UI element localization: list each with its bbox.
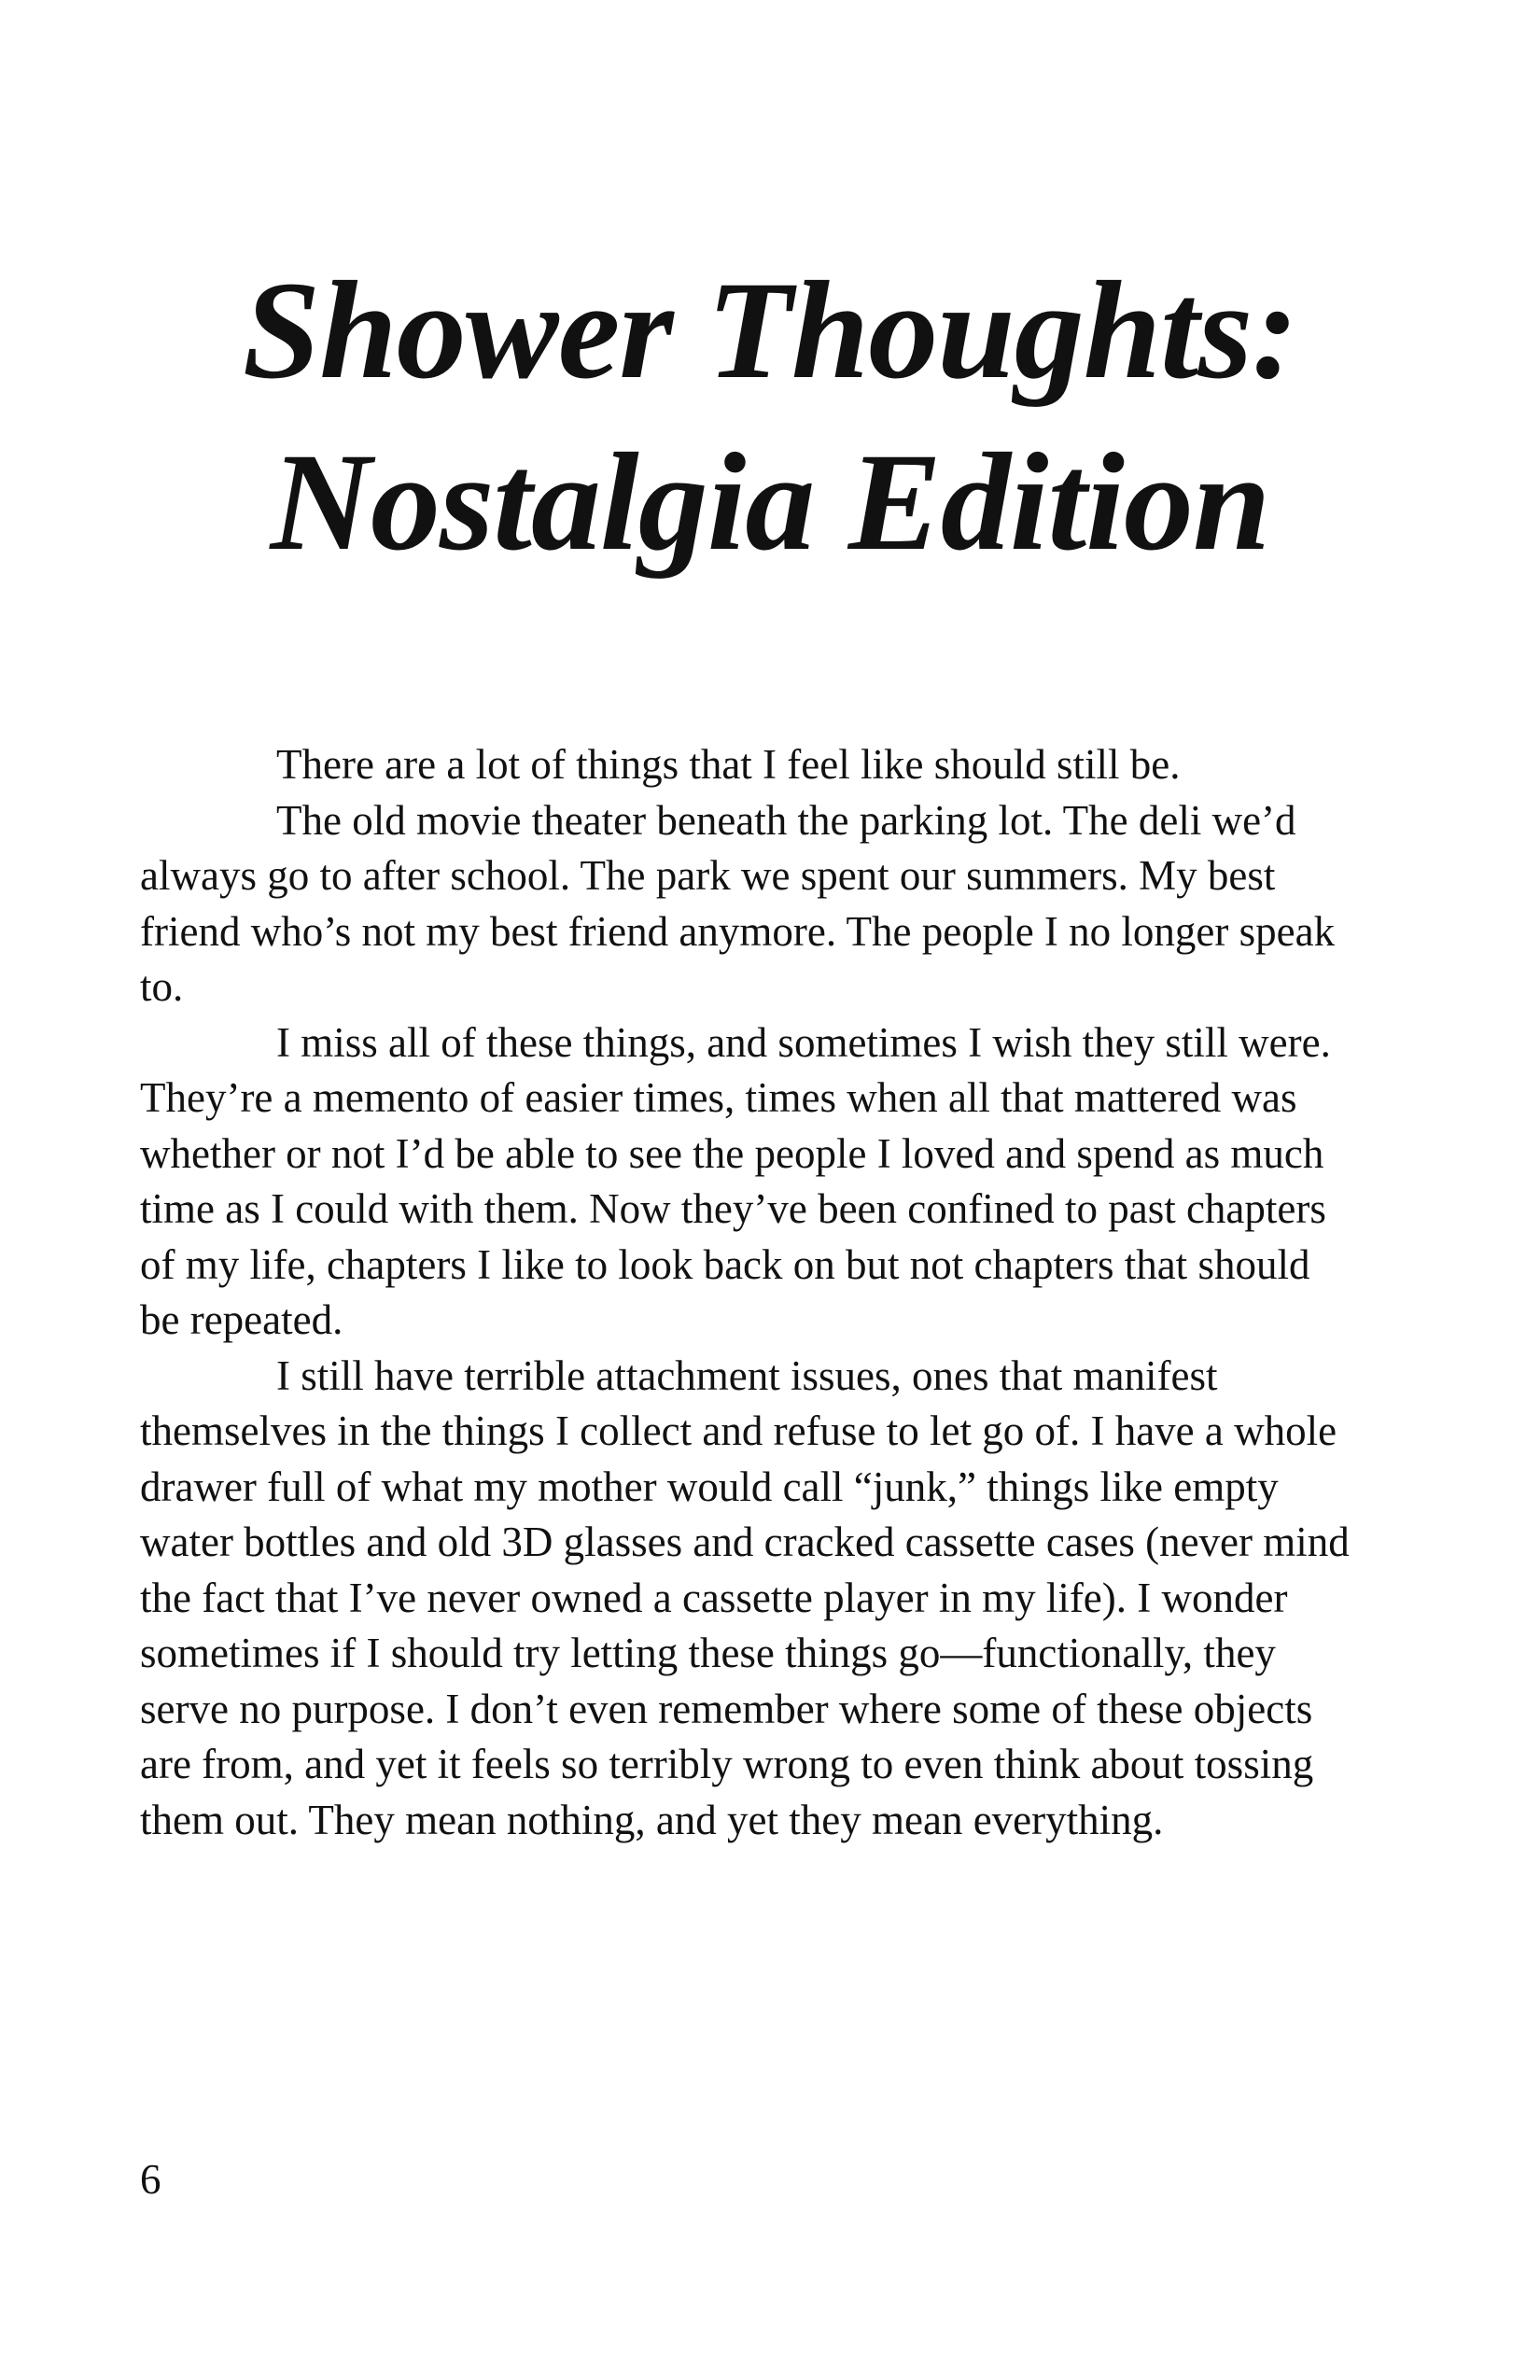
title-line-1: Shower Thoughts:: [242, 253, 1298, 408]
body-text: [140, 737, 1358, 1848]
paragraph: The old movie theater beneath the parking lot. The deli we’d always go to after school. The park we spent our summers. My best friend who’s not my best friend anymore. The people I no longer speak to.: [140, 796, 1336, 1010]
page-number: 6: [140, 2156, 161, 2203]
title-line-2: Nostalgia Edition: [270, 425, 1270, 580]
paragraph: I miss all of these things, and sometimes I wish they still were. They’re a memento of easier times, times when all that mattered was whether or not I’d be able to see the people I loved and spend as much time as I could with them. Now they’ve been confined to past chapters of my life, chapters I like to look back on but not chapters that should be repeated.: [140, 1018, 1331, 1343]
paragraph: There are a lot of things that I feel like should still be.: [276, 741, 1181, 788]
page-title: [140, 245, 1400, 588]
paragraph: I still have terrible attachment issues, ones that manifest themselves in the things I collect and refuse to let go of. I have a whole drawer full of what my mother would call “junk,” things like empty water bottles and old 3D glasses and cracked cassette cases (never mind the fact that I’ve never owned a cassette player in my life). I wonder sometimes if I should try letting these things go—functionally, they serve no purpose. I don’t even remember where some of these objects are from, and yet it feels so terribly wrong to even think about tossing them out. They mean nothing, and yet they mean everything.: [140, 1351, 1350, 1843]
